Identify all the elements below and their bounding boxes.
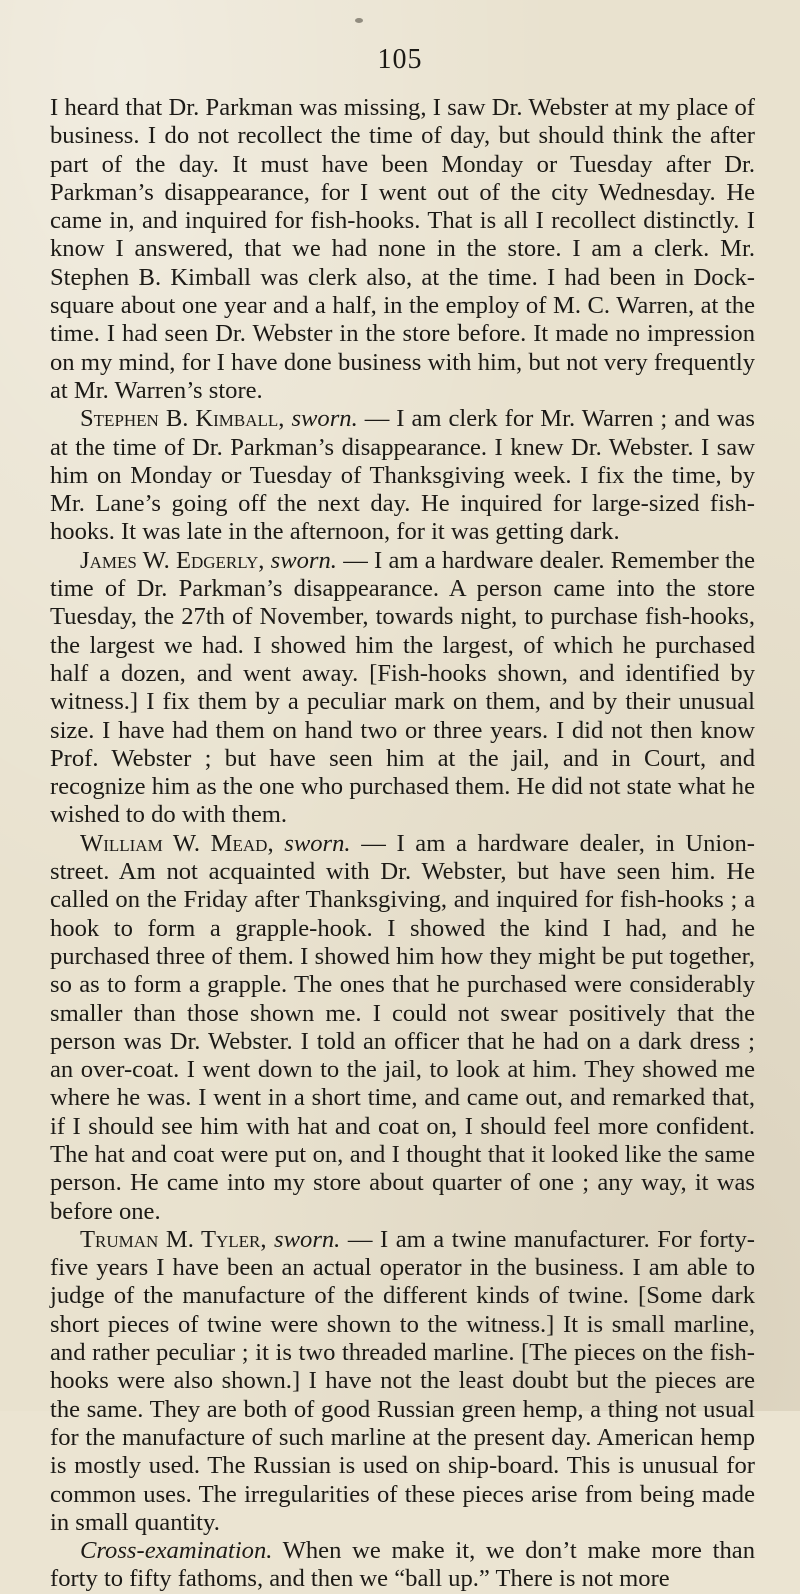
sworn-label: sworn.: [284, 829, 351, 857]
paragraph-text: — I am clerk for Mr. Warren ; and was at the time of Dr. Parkman’s disappearance. I knew Dr. Webster. I saw him on Monday or Tuesday of Thanksgiving week. I fix the time, by Mr. Lane’s going off the next day. He inquired for large-sized fish-hooks. It was late in the afternoon, for it was getting dark.: [50, 405, 755, 546]
paragraph-text: When we make it, we don’t make more than forty to fifty fathoms, and then we “ball up.” There is not more: [50, 1537, 755, 1593]
paragraph: [50, 94, 755, 405]
witness-name: James W. Edgerly: [80, 546, 259, 574]
paragraph: James W. Edgerly, sworn. — I am a hardware dealer. Remember the time of Dr. Parkman’s disappearance. A person came into the store Tuesday, the 27th of November, towards night, to purchase fish-hooks, the largest we had. I showed him the largest, of which he purchased half a dozen, and went away. [Fish-hooks shown, and identified by witness.] I fix them by a peculiar mark on them, and by their unusual size. I have had them on hand two or three years. I did not then know Prof. Webster ; but have seen him at the jail, and in Court, and recognize him as the one who purchased them. He did not state what he wished to do with them.: [50, 546, 755, 829]
paragraph-text: — I am a hardware dealer, in Union-street. Am not acquainted with Dr. Webster, but have seen him. He called on the Friday after Thanksgiving, and inquired for fish-hooks ; a hook to form a grapple-hook. I showed the kind I had, and he purchased three of them. I showed him how they might be put together, so as to form a grapple. The ones that he purchased were considerably smaller than those shown me. I could not swear positively that the person was Dr. Webster. I told an officer that he had on a dark dress ; an over-coat. I went down to the jail, to look at him. They showed me where he was. I went in a short time, and came out, and remarked that, if I should see him with hat and coat on, I should feel more confident. The hat and coat were put on, and I thought that it looked like the same person. He came into my store about quarter of one ; any way, it was before one.: [50, 829, 756, 1225]
paragraph-text: I heard that Dr. Parkman was missing, I saw Dr. Webster at my place of business. I do not recollect the time of day, but should think the after part of the day. It must have been Monday or Tuesday after Dr. Parkman’s disappearance, for I went out of the city Wednesday. He came in, and inquired for fish-hooks. That is all I recollect distinctly. I know I answered, that we had none in the store. I am a clerk. Mr. Stephen B. Kimball was clerk also, at the time. I had been in Dock-square about one year and a half, in the employ of M. C. Warren, at the time. I had seen Dr. Webster in the store before. It made no impression on my mind, for I have done business with him, but not very frequently at Mr. Warren’s store.: [50, 94, 755, 404]
paragraph: [50, 1537, 755, 1594]
witness-name: William W. Mead: [80, 829, 268, 857]
paragraph-text: — I am a hardware dealer. Remember the time of Dr. Parkman’s disappearance. A person came into the store Tuesday, the 27th of November, towards night, to purchase fish-hooks, the largest we had. I showed him the largest, of which he purchased half a dozen, and went away. [Fish-hooks shown, and identified by witness.] I fix them by a peculiar mark on them, and by their unusual size. I have had them on hand two or three years. I did not then know Prof. Webster ; but have seen him at the jail, and in Court, and recognize him as the one who purchased them. He did not state what he wished to do with them.: [50, 546, 755, 829]
sworn-label: sworn.: [270, 546, 337, 574]
paragraph: William W. Mead, sworn. — I am a hardware dealer, in Union-street. Am not acquainted with Dr. Webster, but have seen him. He called on the Friday after Thanksgiving, and inquired for fish-hooks ; a hook to form a grapple-hook. I showed the kind I had, and he purchased three of them. I showed him how they might be put together, so as to form a grapple. The ones that he purchased were considerably smaller than those shown me. I could not swear positively that the person was Dr. Webster. I told an officer that he had on a dark dress ; an over-coat. I went down to the jail, to look at him. They showed me where he was. I went in a short time, and came out, and remarked that, if I should see him with hat and coat on, I should feel more confident. The hat and coat were put on, and I thought that it looked like the same person. He came into my store about quarter of one ; any way, it was before one.: [50, 829, 756, 1225]
cross-examination-label: Cross-examination.: [80, 1537, 273, 1565]
paragraph: Truman M. Tyler, sworn. — I am a twine manufacturer. For forty-five years I have been an actual operator in the business. I am able to judge of the manufacture of the different kinds of twine. [Some dark short pieces of twine were shown to the witness.] It is small marline, and rather peculiar ; it is two threaded marline. [The pieces on the fish-hooks were also shown.] I have not the least doubt but the pieces are the same. They are both of good Russian green hemp, a thing not usual for the manufacture of such marline at the present day. American hemp is mostly used. The Russian is used on ship-board. This is unusual for common uses. The irregularities of these pieces arise from being made in small quantity.: [50, 1225, 756, 1536]
sworn-label: sworn.: [274, 1225, 341, 1253]
testimony-text: [50, 94, 755, 1594]
page-number: 105: [377, 44, 423, 75]
paragraph-text: — I am a twine manufacturer. For forty-five years I have been an actual operator in the business. I am able to judge of the manufacture of the different kinds of twine. [Some dark short pieces of twine were shown to the witness.] It is small marline, and rather peculiar ; it is two threaded marline. [The pieces on the fish-hooks were also shown.] I have not the least doubt but the pieces are the same. They are both of good Russian green hemp, a thing not usual for the manufacture of such marline at the present day. American hemp is mostly used. The Russian is used on ship-board. This is unusual for common uses. The irregularities of these pieces arise from being made in small quantity.: [50, 1225, 756, 1536]
witness-name: Truman M. Tyler: [80, 1225, 261, 1253]
ink-smudge: [355, 18, 363, 23]
paragraph: Stephen B. Kimball, sworn. — I am clerk for Mr. Warren ; and was at the time of Dr. Parkman’s disappearance. I knew Dr. Webster. I saw him on Monday or Tuesday of Thanksgiving week. I fix the time, by Mr. Lane’s going off the next day. He inquired for large-sized fish-hooks. It was late in the afternoon, for it was getting dark.: [50, 405, 755, 546]
witness-name: Stephen B. Kimball: [80, 405, 279, 433]
sworn-label: sworn.: [291, 405, 358, 433]
